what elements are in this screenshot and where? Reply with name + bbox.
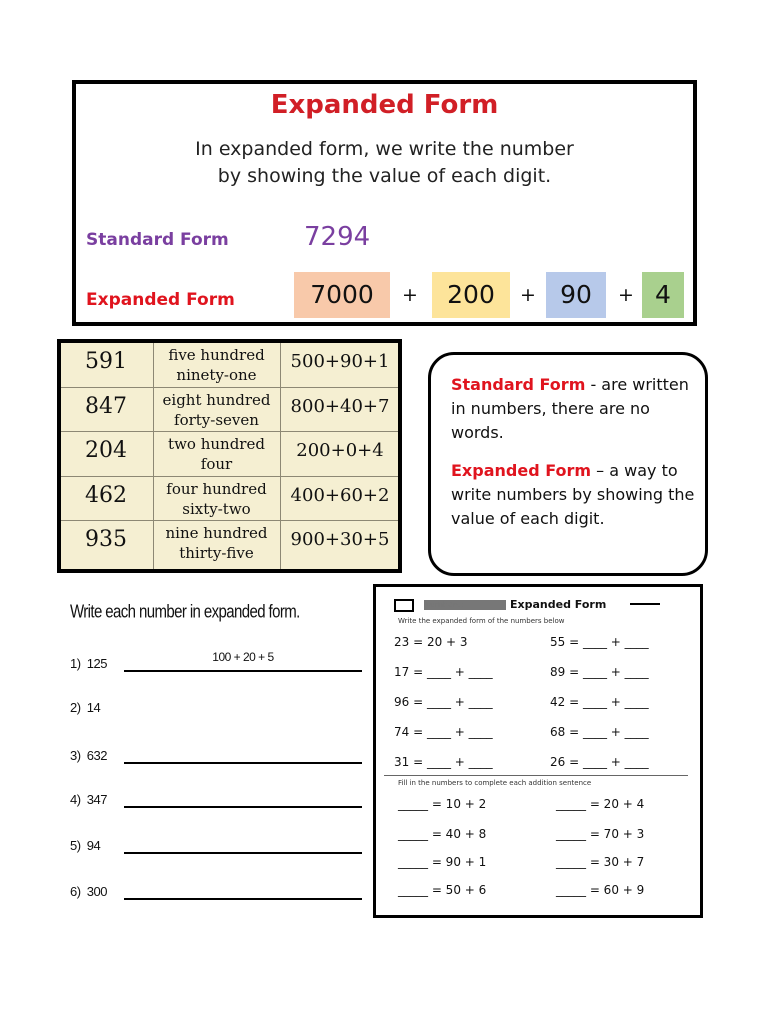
answer-line[interactable] (124, 762, 362, 764)
worksheet-item: 5) 94 (70, 838, 370, 862)
pencil-icon (630, 603, 660, 607)
mini-question: 42 = ____ + ____ (550, 695, 649, 709)
number-words-table (57, 339, 402, 573)
brand-label: Numbers: (424, 600, 506, 610)
mini-question: 74 = ____ + ____ (394, 725, 493, 739)
worksheet-item: 3) 632 (70, 748, 370, 772)
logo-icon (394, 599, 414, 612)
answer-line[interactable] (124, 670, 362, 672)
mini-question: 96 = ____ + ____ (394, 695, 493, 709)
place-value-ones: 4 (642, 272, 684, 318)
sum-question: _____ = 10 + 2 (398, 797, 487, 811)
answer-line[interactable] (124, 852, 362, 854)
section-divider (384, 775, 688, 776)
worksheet-item: 2) 14 (70, 700, 101, 715)
definitions-box (428, 352, 708, 576)
mini-question: 26 = ____ + ____ (550, 755, 649, 769)
standard-form-label: Standard Form (86, 230, 229, 250)
standard-form-definition: Standard Form - are written in numbers, there are no words. (451, 375, 689, 442)
mini-question: 89 = ____ + ____ (550, 665, 649, 679)
place-value-tens: 90 (546, 272, 606, 318)
sum-question: _____ = 30 + 7 (556, 855, 645, 869)
expanded-form-label: Expanded Form (86, 290, 235, 310)
mini-question: 31 = ____ + ____ (394, 755, 493, 769)
answer-line[interactable] (124, 898, 362, 900)
place-value-thousands: 7000 (294, 272, 390, 318)
worksheet-item: 6) 300 (70, 884, 370, 908)
table-row: 462 four hundred sixty-two 400+60+2 (61, 477, 398, 522)
sum-question: _____ = 20 + 4 (556, 797, 645, 811)
mini-question: 23 = 20 + 3 (394, 635, 468, 649)
place-value-hundreds: 200 (432, 272, 510, 318)
sum-question: _____ = 90 + 1 (398, 855, 487, 869)
plus-sign: + (520, 284, 536, 306)
card-description: In expanded form, we write the number by showing the value of each digit. (195, 138, 574, 187)
mini-instructions: Write the expanded form of the numbers below (398, 617, 565, 625)
expanded-form-card (72, 80, 697, 326)
table-row: 591 five hundred ninety-one 500+90+1 (61, 343, 398, 388)
mini-instructions-2: Fill in the numbers to complete each addition sentence (398, 779, 592, 787)
mini-worksheet (373, 584, 703, 918)
sum-question: _____ = 70 + 3 (556, 827, 645, 841)
expanded-form-definition: Expanded Form – a way to write numbers by showing the value of each digit. (451, 461, 695, 528)
answer-text: 100 + 20 + 5 (212, 650, 274, 664)
worksheet-item: 4) 347 (70, 792, 370, 816)
mini-question: 68 = ____ + ____ (550, 725, 649, 739)
table-row: 204 two hundred four 200+0+4 (61, 432, 398, 477)
table-row: 847 eight hundred forty-seven 800+40+7 (61, 388, 398, 433)
mini-title: Expanded Form (510, 598, 607, 611)
worksheet-title: Write each number in expanded form. (70, 602, 300, 623)
sum-question: _____ = 50 + 6 (398, 883, 487, 897)
plus-sign: + (618, 284, 634, 306)
answer-line[interactable] (124, 806, 362, 808)
mini-question: 17 = ____ + ____ (394, 665, 493, 679)
worksheet-item: 1) 125 100 + 20 + 5 (70, 656, 370, 680)
card-title: Expanded Form (270, 90, 499, 120)
plus-sign: + (402, 284, 418, 306)
table-row: 935 nine hundred thirty-five 900+30+5 (85, 524, 390, 562)
sum-question: _____ = 40 + 8 (398, 827, 487, 841)
mini-question: 55 = ____ + ____ (550, 635, 649, 649)
sum-question: _____ = 60 + 9 (556, 883, 645, 897)
standard-form-value: 7294 (304, 222, 371, 252)
